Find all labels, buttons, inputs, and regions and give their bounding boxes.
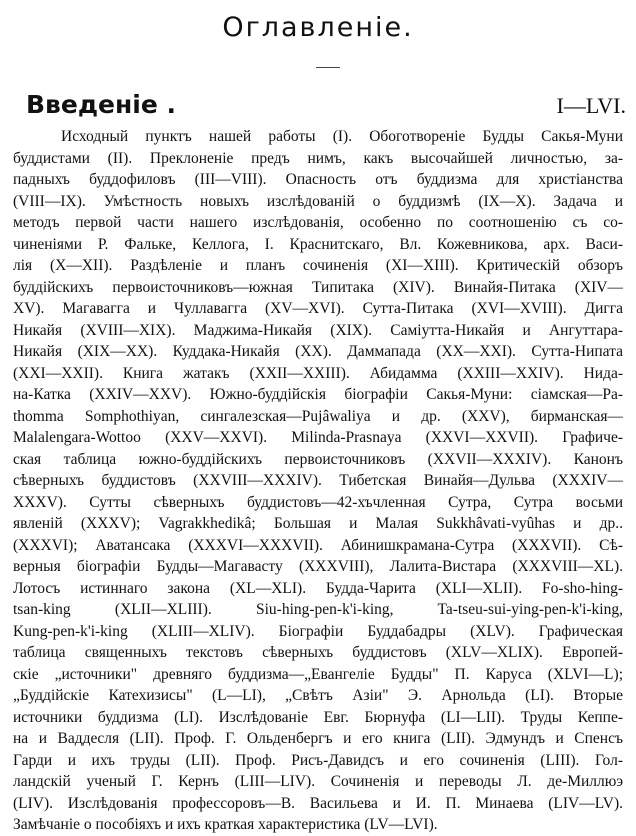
text-line: Лотосъ истиннаго закона (XL—XLI). Будда-Чарита (XLI—XLII). Fo-sho-hing- — [13, 579, 623, 597]
text-line: (LIV). Изслѣдованія профессоровъ—В. Васильева и И. П. Минаева (LIV—LV). — [13, 794, 623, 812]
text-line: таблица священныхъ текстовъ сѣверныхъ буддистовъ (XLV—XLIX). Европей- — [13, 644, 623, 661]
text-line: чиненіями Р. Фальке, Келлога, I. Краснитскаго, Вл. Кожевникова, арх. Васи- — [13, 235, 623, 253]
text-line: лія (X—XII). Раздѣленіе и планъ сочиненія (XI—XIII). Критическій обзоръ — [13, 257, 623, 274]
text-line: Никайя (XIX—XX). Куддака-Никайя (XX). Даммапада (XX—XXI). Сутта-Нипата — [13, 343, 623, 360]
title-divider — [316, 67, 340, 68]
text-line: Замѣчаніе о пособіяхъ и ихъ краткая характеристика (LV—LVI). — [13, 816, 438, 833]
text-line: ландскій ученый Г. Кернъ (LIII—LIV). Сочиненія и переводы Л. де-Миллюэ — [13, 773, 623, 790]
text-line: падныхъ буддофиловъ (III—VIII). Опасность отъ буддизма для христіанства — [13, 171, 623, 188]
section-title: Введеніе . — [26, 90, 176, 119]
text-line: скіе „источники" древняго буддизма—„Евангеліе Будды" П. Каруса (XLVI—L); — [13, 665, 623, 683]
section-page-range: I—LVI. — [556, 93, 626, 118]
text-line: явленій (XXXV); Vagrakkhedikâ; Большая и Малая Sukkhâvati-vyûhas и др.. — [13, 515, 623, 532]
text-line: ская таблица южно-буддійскихъ первоисточниковъ (XXVII—XXXIV). Канонъ — [13, 450, 623, 468]
text-line: tsan-king (XLII—XLIII). Siu-hing-pen-k'i-king, Ta-tseu-sui-ying-pen-k'i-king, — [13, 601, 623, 618]
section-heading — [26, 90, 626, 126]
text-line: (VIII—IX). Умѣстность новыхъ изслѣдованій о буддизмѣ (IX—X). Задача и — [13, 192, 623, 210]
text-line: Исходный пунктъ нашей работы (I). Обоготвореніе Будды Сакья-Муни — [61, 128, 623, 145]
text-line: сѣверныхъ буддистовъ (XXVIII—XXXIV). Тибетская Винайя—Дульва (XXXIV— — [13, 472, 623, 489]
text-line: Гарди и ихъ труды (LII). Проф. Рисъ-Давидсъ и его сочиненія (LIII). Гол- — [13, 751, 623, 769]
text-line: „Буддійскіе Катехизисы" (L—LI), „Свѣтъ Азіи" Э. Арнольда (LI). Вторые — [13, 687, 623, 704]
text-line: на-Катка (XXIV—XXV). Южно-буддійскія біографіи Сакья-Муни: сіамская—Pa- — [13, 386, 623, 403]
text-line: на и Ваддеcля (LII). Проф. Г. Ольденбергъ и его книга (LII). Эдмундъ и Спенсъ — [13, 730, 623, 747]
text-line: XXXV). Сутты сѣверныхъ буддистовъ—42-хъчленная Сутра, Сутра восьми — [13, 493, 623, 511]
text-line: Malalengara-Wottoo (XXV—XXVI). Milinda-Prasnaya (XXVI—XXVII). Графиче- — [13, 429, 623, 446]
page-title: Оглавленіе. — [222, 12, 414, 43]
text-line: источники буддизма (LI). Изслѣдованіе Евг. Бюрнуфа (LI—LII). Труды Кеппе- — [13, 708, 623, 726]
text-line: верныя біографіи Будды—Магавасту (XXXVIII), Лалита-Вистара (XXXVIII—XL). — [13, 558, 623, 575]
text-line: буддійскихъ первоисточниковъ—южная Типитака (XIV). Винайя-Питака (XIV— — [13, 278, 623, 296]
text-line: Никайя (XVIII—XIX). Маджима-Никайя (XIX). Саміутта-Никайя и Ангуттара- — [13, 321, 623, 339]
text-line: (XXI—XXII). Книга жатакъ (XXII—XXIII). Абидамма (XXIII—XXIV). Нида- — [13, 364, 623, 382]
text-line: thomma Somphothiyan, сингалезская—Pujâwaliya и др. (XXV), бирманская— — [13, 407, 623, 425]
text-line: Kung-pen-k'i-king (XLIII—XLIV). Біографіи Буддабадры (XLV). Графическая — [13, 622, 623, 640]
section-body — [13, 126, 623, 836]
text-line: буддистами (II). Преклоненіе предъ нимъ, какъ высочайшей личностью, за- — [13, 149, 623, 167]
text-line: (XXXVI); Аватансака (XXXVI—XXXVII). Абинишкрамана-Сутра (XXXVII). Сѣ- — [13, 536, 623, 554]
text-line: методъ первой части нашего изслѣдованія, особенно по соотношенію съ со- — [13, 214, 623, 231]
text-line: XV). Магавагга и Чуллавагга (XV—XVI). Сутта-Питака (XVI—XVIII). Дигга — [13, 300, 623, 317]
